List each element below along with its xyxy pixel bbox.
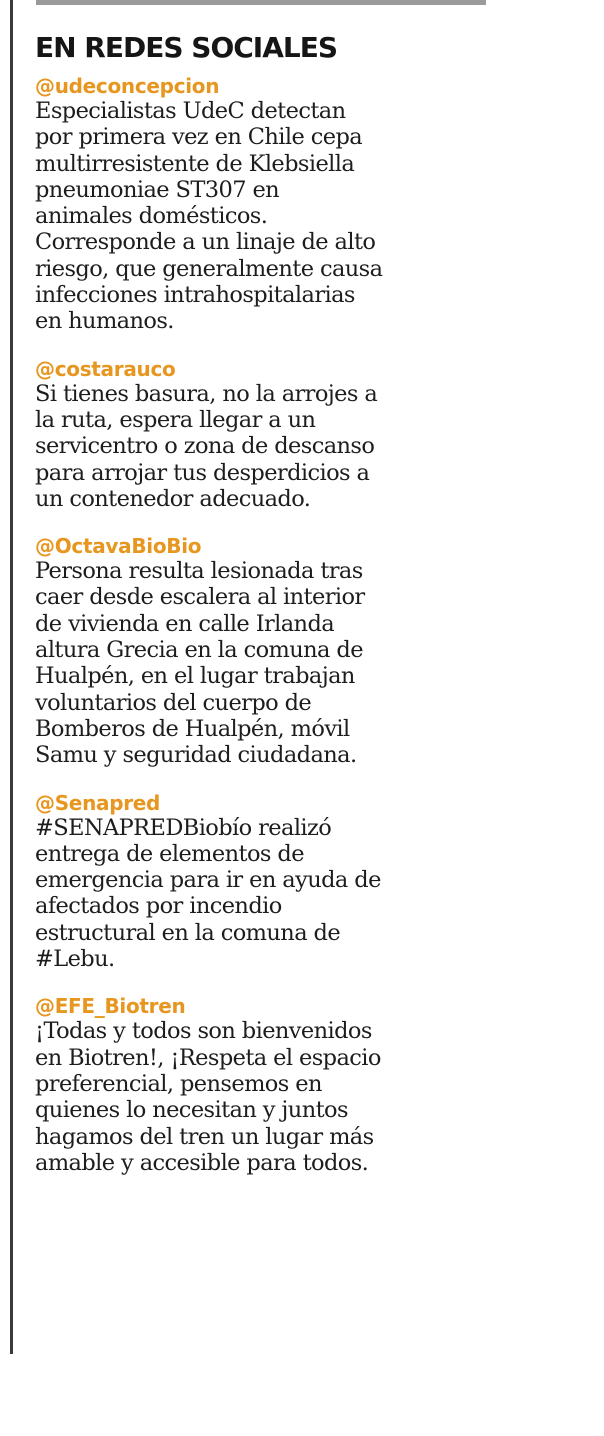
post-text-line: estructural en la comuna de — [35, 919, 341, 946]
post-text-line: #SENAPREDBiobío realizó — [35, 814, 332, 841]
post-text-line: para arrojar tus desperdicios a — [35, 459, 370, 486]
post-text — [35, 381, 505, 512]
post-text-line: riesgo, que generalmente causa — [35, 255, 383, 282]
post-text-line: entrega de elementos de — [35, 840, 304, 867]
post-octavabiobio — [35, 534, 505, 768]
post-text-line: animales domésticos. — [35, 203, 268, 230]
post-text-line: voluntarios del cuerpo de — [35, 689, 312, 716]
post-text-line: un contenedor adecuado. — [35, 485, 311, 512]
post-handle[interactable]: @EFE_Biotren — [35, 994, 186, 1019]
post-text-line: Si tienes basura, no la arrojes a — [35, 380, 378, 407]
column-divider-rule — [10, 0, 13, 1354]
post-text-line: Persona resulta lesionada tras — [35, 558, 363, 585]
post-costarauco — [35, 357, 505, 512]
post-text-line: infecciones intrahospitalarias — [35, 282, 355, 309]
post-text-line: pneumoniae ST307 en — [35, 176, 280, 203]
post-text-line: altura Grecia en la comuna de — [35, 637, 363, 664]
post-text-line: caer desde escalera al interior — [35, 584, 365, 611]
social-media-column — [35, 30, 505, 1198]
post-text-line: Bomberos de Hualpén, móvil — [35, 715, 350, 742]
post-handle[interactable]: @Senapred — [35, 790, 161, 815]
post-text-line: la ruta, espera llegar a un — [35, 406, 316, 433]
post-text-line: emergencia para ir en ayuda de — [35, 867, 381, 894]
column-top-bar — [36, 0, 486, 5]
section-title: EN REDES SOCIALES — [35, 31, 338, 64]
post-text — [35, 558, 505, 768]
post-text-line: #Lebu. — [35, 946, 115, 973]
post-udeconcepcion — [35, 74, 505, 335]
post-handle[interactable]: @udeconcepcion — [35, 74, 220, 98]
post-text-line: Corresponde a un linaje de alto — [35, 229, 376, 256]
post-text-line: amable y accesible para todos. — [35, 1149, 369, 1176]
post-text — [35, 98, 505, 335]
post-text — [35, 1018, 505, 1176]
post-text — [35, 815, 505, 973]
post-text-line: de vivienda en calle Irlanda — [35, 610, 335, 637]
post-text-line: Hualpén, en el lugar trabajan — [35, 663, 355, 690]
post-text-line: en Biotren!, ¡Respeta el espacio — [35, 1044, 381, 1071]
post-text-line: ¡Todas y todos son bienvenidos — [35, 1018, 372, 1045]
post-text-line: Especialistas UdeC detectan — [35, 98, 346, 124]
post-text-line: servicentro o zona de descanso — [35, 433, 375, 460]
post-efe-biotren — [35, 994, 505, 1176]
post-text-line: Samu y seguridad ciudadana. — [35, 742, 357, 769]
post-text-line: quienes lo necesitan y juntos — [35, 1097, 348, 1124]
post-text-line: por primera vez en Chile cepa — [35, 124, 363, 151]
post-handle[interactable]: @costarauco — [35, 356, 176, 381]
post-text-line: multirresistente de Klebsiella — [35, 150, 355, 177]
post-senapred — [35, 791, 505, 973]
post-text-line: en humanos. — [35, 308, 174, 335]
post-text-line: afectados por incendio — [35, 893, 282, 920]
post-text-line: preferencial, pensemos en — [35, 1070, 322, 1097]
post-text-line: hagamos del tren un lugar más — [35, 1123, 374, 1150]
post-handle[interactable]: @OctavaBioBio — [35, 534, 202, 559]
